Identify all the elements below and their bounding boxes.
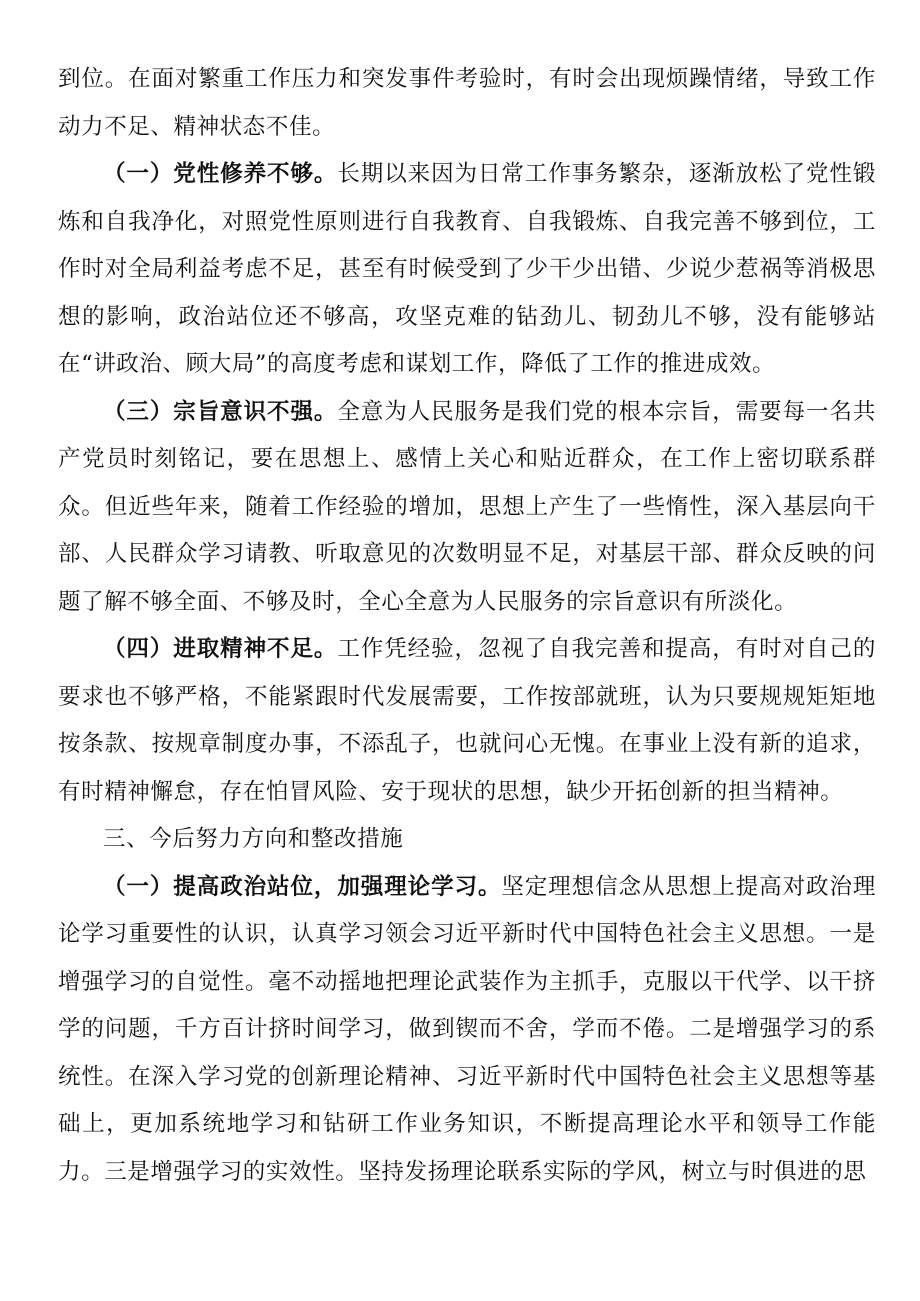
paragraph-enterprising-spirit [58, 626, 876, 816]
paragraph-lead: （四）进取精神不足。 [103, 636, 338, 662]
paragraph-political-stance [58, 864, 876, 1197]
paragraph-lead: （一）党性修养不够。 [103, 161, 338, 187]
paragraph-text: 全意为人民服务是我们党的根本宗旨，需要每一名共产党员时刻铭记，要在思想上、感情上关心和贴近群众，在工作上密切联系群众。但近些年来，随着工作经验的增加，思想上产生了一些惰性，深入基层向干部、人民群众学习请教、听取意见的次数明显不足，对基层干部、群众反映的问题了解不够全面、不够及时，全心全意为人民服务的宗旨意识有所淡化。 [58, 398, 876, 615]
paragraph-text: 到位。在面对繁重工作压力和突发事件考验时，有时会出现烦躁情绪，导致工作动力不足、精神状态不佳。 [58, 66, 876, 140]
paragraph-lead: （三）宗旨意识不强。 [103, 398, 338, 425]
section-heading-text: 三、今后努力方向和整改措施 [103, 826, 404, 852]
section-heading [58, 816, 876, 864]
paragraph-text: 坚定理想信念从思想上提高对政治理论学习重要性的认识，认真学习领会习近平新时代中国特色社会主义思想。一是增强学习的自觉性。毫不动摇地把理论武装作为主抓手，克服以干代学、以干挤学的问题，千方百计挤时间学习，做到锲而不舍，学而不倦。二是增强学习的系统性。在深入学习党的创新理论精神、习近平新时代中国特色社会主义思想等基础上，更加系统地学习和钻研工作业务知识，不断提高理论水平和领导工作能力。三是增强学习的实效性。坚持发扬理论联系实际的学风，树立与时俱进的思 [58, 873, 877, 1185]
paragraph-purpose-awareness [58, 389, 876, 627]
paragraph-text: 工作凭经验，忽视了自我完善和提高，有时对自己的要求也不够严格，不能紧跟时代发展需要，工作按部就班，认为只要规规矩矩地按条款、按规章制度办事，不添乱子，也就问心无愧。在事业上没有新的追求，有时精神懈怠，存在怕冒风险、安于现状的思想，缺少开拓创新的担当精神。 [58, 636, 876, 805]
paragraph-party-spirit [58, 151, 876, 389]
document-body [58, 56, 876, 1196]
paragraph-continuation [58, 56, 876, 151]
paragraph-text: 长期以来因为日常工作事务繁杂，逐渐放松了党性锻炼和自我净化，对照党性原则进行自我教育、自我锻炼、自我完善不够到位，工作时对全局利益考虑不足，甚至有时候受到了少干少出错、少说少惹祸等消极思想的影响，政治站位还不够高，攻坚克难的钻劲儿、韧劲儿不够，没有能够站在“讲政治、顾大局”的高度考虑和谋划工作，降低了工作的推进成效。 [58, 161, 876, 377]
paragraph-lead: （一）提高政治站位，加强理论学习。 [103, 873, 502, 900]
